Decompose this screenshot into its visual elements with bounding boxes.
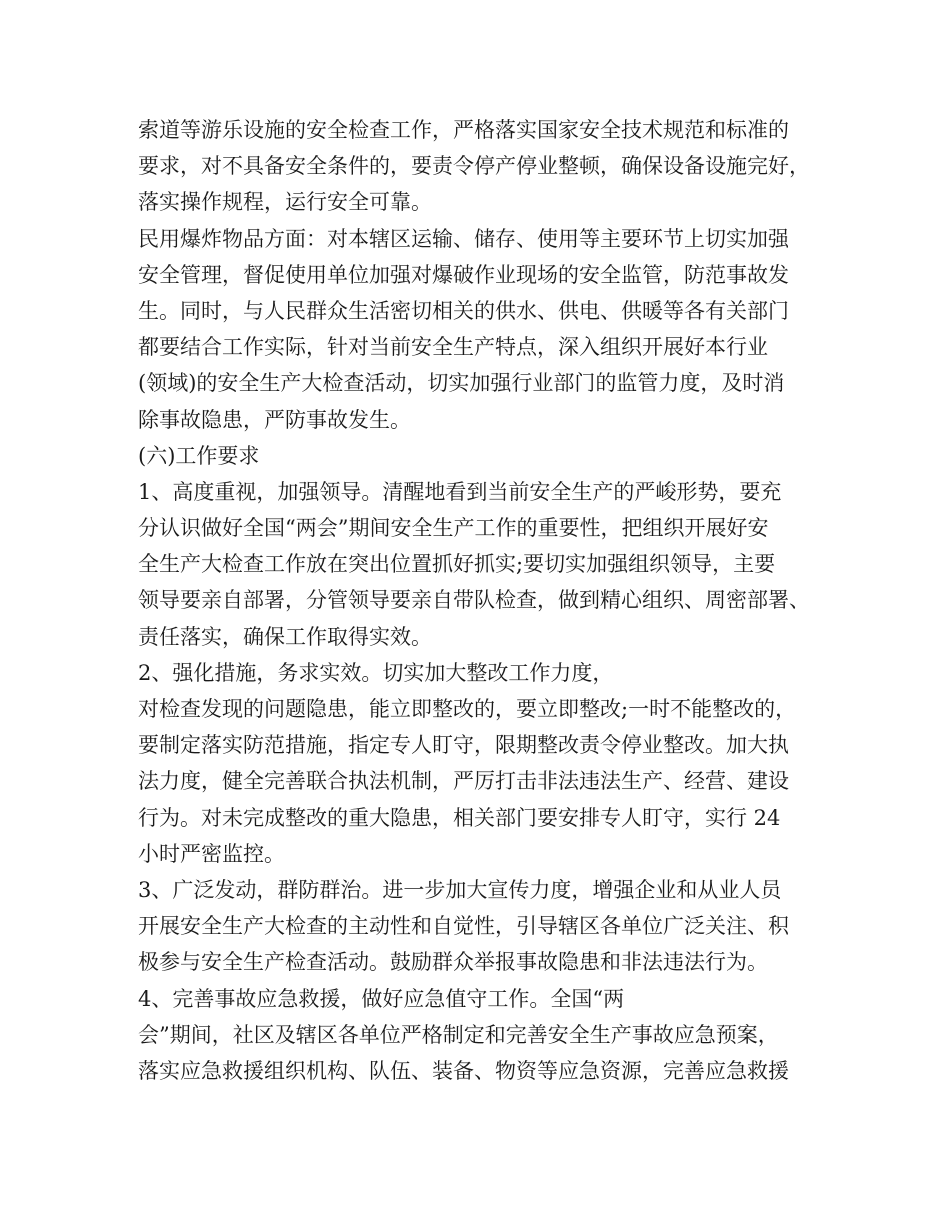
section-heading: (六)工作要求 xyxy=(138,443,260,468)
text-line: 极参与安全生产检查活动。鼓励群众举报事故隐患和非法违法行为。 xyxy=(138,950,768,975)
text-line: 对检查发现的问题隐患，能立即整改的，要立即整改;一时不能整改的， xyxy=(138,697,797,721)
text-line: 小时严密监控。 xyxy=(138,841,285,866)
text-line: 民用爆炸物品方面：对本辖区运输、储存、使用等主要环节上切实加强 xyxy=(138,226,789,251)
text-line: 法力度，健全完善联合执法机制，严厉打击非法违法生产、经营、建设 xyxy=(138,769,789,794)
text-line: 生。同时，与人民群众生活密切相关的供水、供电、供暖等各有关部门 xyxy=(138,298,789,323)
text-line: 3、广泛发动，群防群治。进一步加大宣传力度，增强企业和从业人员 xyxy=(138,877,782,902)
text-line: 要求，对不具备安全条件的，要责令停产停业整顿，确保设备设施完好， xyxy=(138,154,810,179)
text-line: 要制定落实防范措施，指定专人盯守，限期整改责令停业整改。加大执 xyxy=(138,733,789,758)
text-line: 行为。对未完成整改的重大隐患，相关部门要安排专人盯守，实行 24 xyxy=(138,805,781,830)
text-line: 4、完善事故应急救援，做好应急值守工作。全国“两 xyxy=(138,986,625,1011)
text-line: 落实应急救援组织机构、队伍、装备、物资等应急资源，完善应急救援 xyxy=(138,1058,789,1083)
text-line: 落实操作规程，运行安全可靠。 xyxy=(138,190,432,215)
text-line: (领域)的安全生产大检查活动，切实加强行业部门的监管力度，及时消 xyxy=(138,371,785,396)
text-line: 领导要亲自部署，分管领导要亲自带队检查，做到精心组织、周密部署、 xyxy=(138,588,810,613)
text-line: 分认识做好全国“两会”期间安全生产工作的重要性，把组织开展好安 xyxy=(138,516,769,541)
text-line: 都要结合工作实际，针对当前安全生产特点，深入组织开展好本行业 xyxy=(138,335,768,360)
text-line: 除事故隐患，严防事故发生。 xyxy=(138,407,411,432)
text-line: 开展安全生产大检查的主动性和自觉性，引导辖区各单位广泛关注、积 xyxy=(138,914,789,939)
text-line: 责任落实，确保工作取得实效。 xyxy=(138,624,432,649)
text-line: 会”期间，社区及辖区各单位严格制定和完善安全生产事故应急预案， xyxy=(138,1022,779,1047)
text-line: 1、高度重视，加强领导。清醒地看到当前安全生产的严峻形势，要充 xyxy=(138,479,782,504)
body-text xyxy=(138,112,838,1089)
text-line: 2、强化措施，务求实效。切实加大整改工作力度， xyxy=(138,660,614,685)
text-line: 安全管理，督促使用单位加强对爆破作业现场的安全监管，防范事故发 xyxy=(138,262,789,287)
text-line: 全生产大检查工作放在突出位置抓好抓实;要切实加强组织领导，主要 xyxy=(138,552,776,577)
text-line: 索道等游乐设施的安全检查工作，严格落实国家安全技术规范和标准的 xyxy=(138,118,789,142)
